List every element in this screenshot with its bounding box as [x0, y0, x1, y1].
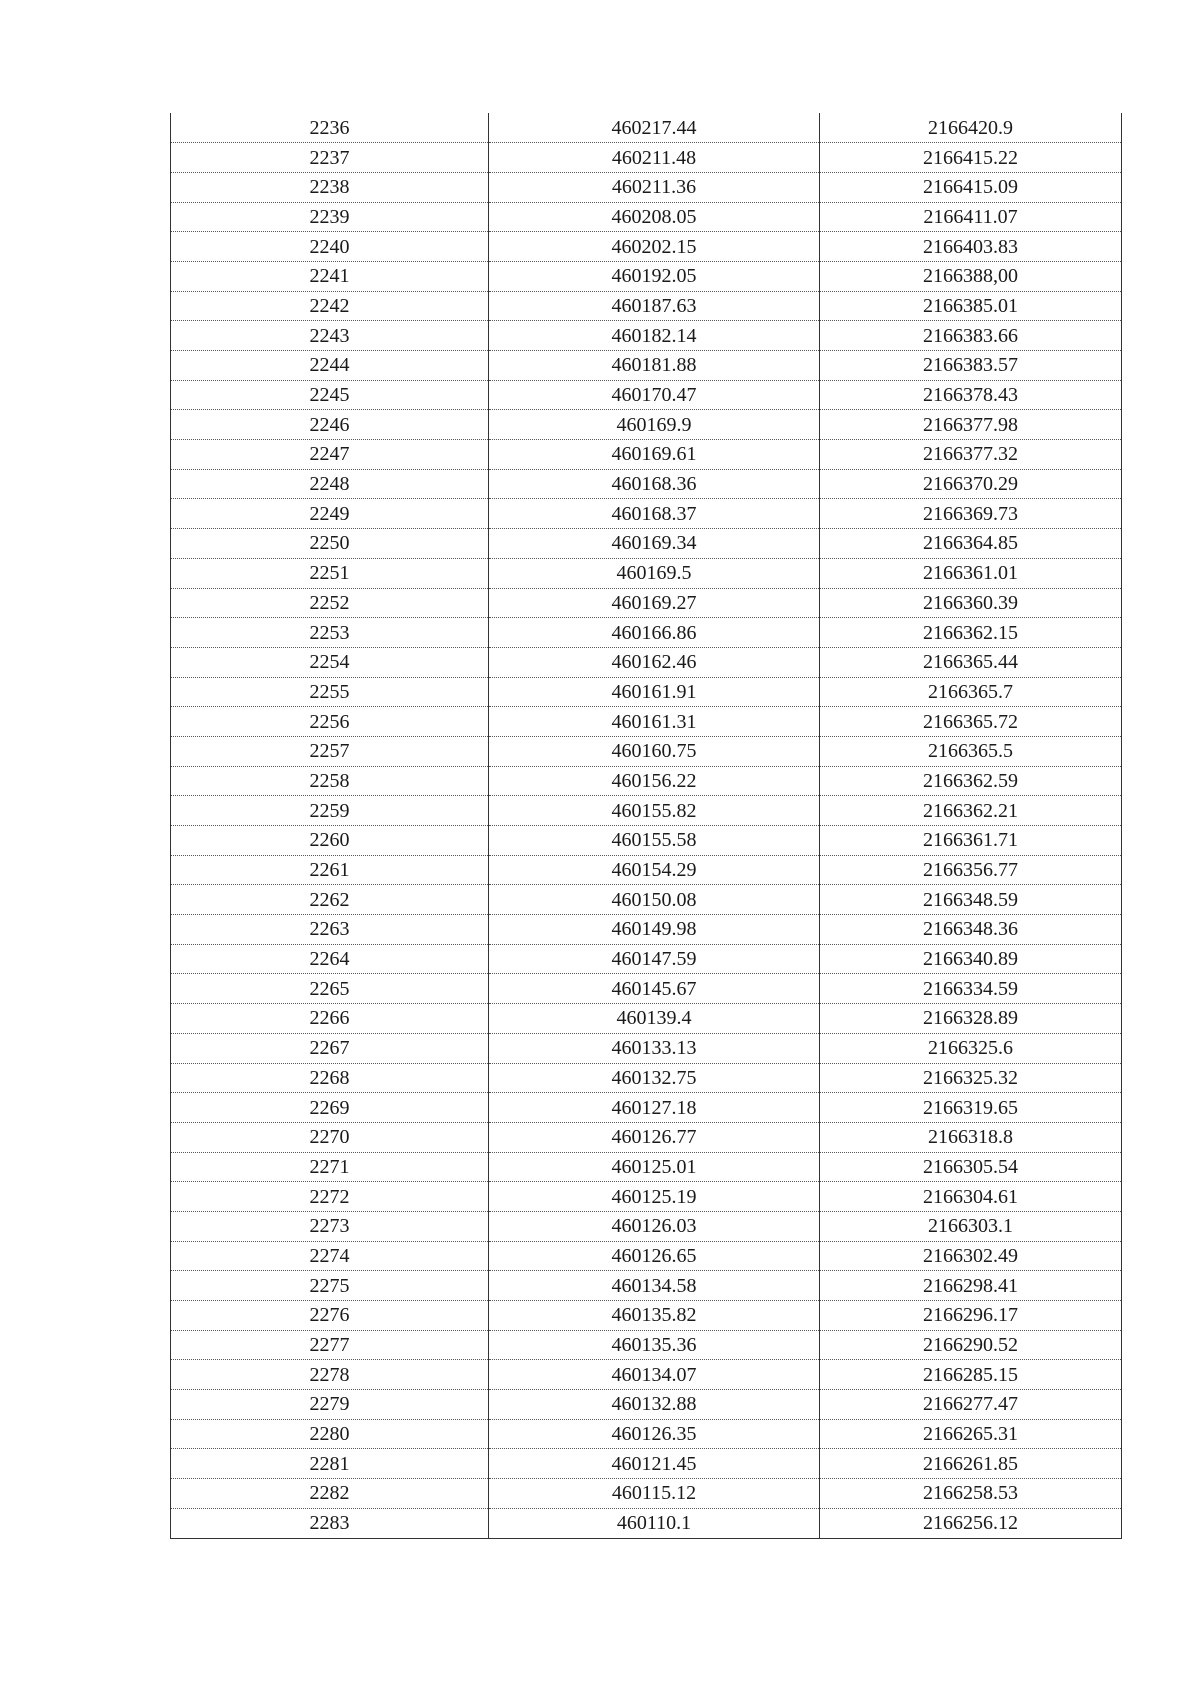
y-coordinate-cell: 2166334.59: [820, 974, 1122, 1004]
point-number-cell: 2270: [171, 1122, 489, 1152]
y-coordinate-cell: 2166302.49: [820, 1241, 1122, 1271]
y-coordinate-cell: 2166304.61: [820, 1182, 1122, 1212]
y-coordinate-cell: 2166365.5: [820, 736, 1122, 766]
y-coordinate-cell: 2166383.57: [820, 351, 1122, 381]
x-coordinate-cell: 460202.15: [489, 232, 820, 262]
table-row: [171, 1449, 1122, 1479]
y-coordinate-cell: 2166361.71: [820, 826, 1122, 856]
table-row: [171, 172, 1122, 202]
y-coordinate-cell: 2166261.85: [820, 1449, 1122, 1479]
table-row: [171, 1004, 1122, 1034]
y-coordinate-cell: 2166362.21: [820, 796, 1122, 826]
point-number-cell: 2254: [171, 647, 489, 677]
table-row: [171, 1419, 1122, 1449]
x-coordinate-cell: 460156.22: [489, 766, 820, 796]
y-coordinate-cell: 2166265.31: [820, 1419, 1122, 1449]
x-coordinate-cell: 460155.82: [489, 796, 820, 826]
x-coordinate-cell: 460192.05: [489, 261, 820, 291]
point-number-cell: 2259: [171, 796, 489, 826]
point-number-cell: 2278: [171, 1360, 489, 1390]
table-row: [171, 618, 1122, 648]
table-row: [171, 380, 1122, 410]
y-coordinate-cell: 2166277.47: [820, 1390, 1122, 1420]
x-coordinate-cell: 460125.01: [489, 1152, 820, 1182]
point-number-cell: 2283: [171, 1508, 489, 1538]
table-row: [171, 915, 1122, 945]
table-row: [171, 707, 1122, 737]
point-number-cell: 2267: [171, 1033, 489, 1063]
x-coordinate-cell: 460169.27: [489, 588, 820, 618]
point-number-cell: 2250: [171, 529, 489, 559]
table-row: [171, 1360, 1122, 1390]
y-coordinate-cell: 2166348.36: [820, 915, 1122, 945]
x-coordinate-cell: 460217.44: [489, 113, 820, 143]
table-row: [171, 1033, 1122, 1063]
point-number-cell: 2239: [171, 202, 489, 232]
point-number-cell: 2255: [171, 677, 489, 707]
point-number-cell: 2260: [171, 826, 489, 856]
table-row: [171, 321, 1122, 351]
y-coordinate-cell: 2166362.59: [820, 766, 1122, 796]
y-coordinate-cell: 2166378.43: [820, 380, 1122, 410]
point-number-cell: 2271: [171, 1152, 489, 1182]
y-coordinate-cell: 2166420.9: [820, 113, 1122, 143]
x-coordinate-cell: 460169.9: [489, 410, 820, 440]
table-row: [171, 944, 1122, 974]
y-coordinate-cell: 2166256.12: [820, 1508, 1122, 1538]
x-coordinate-cell: 460166.86: [489, 618, 820, 648]
y-coordinate-cell: 2166303.1: [820, 1211, 1122, 1241]
x-coordinate-cell: 460125.19: [489, 1182, 820, 1212]
y-coordinate-cell: 2166365.44: [820, 647, 1122, 677]
y-coordinate-cell: 2166362.15: [820, 618, 1122, 648]
y-coordinate-cell: 2166364.85: [820, 529, 1122, 559]
point-number-cell: 2280: [171, 1419, 489, 1449]
x-coordinate-cell: 460126.03: [489, 1211, 820, 1241]
table-row: [171, 440, 1122, 470]
table-row: [171, 1063, 1122, 1093]
x-coordinate-cell: 460154.29: [489, 855, 820, 885]
x-coordinate-cell: 460169.5: [489, 558, 820, 588]
point-number-cell: 2274: [171, 1241, 489, 1271]
y-coordinate-cell: 2166360.39: [820, 588, 1122, 618]
y-coordinate-cell: 2166285.15: [820, 1360, 1122, 1390]
point-number-cell: 2277: [171, 1330, 489, 1360]
table-row: [171, 291, 1122, 321]
x-coordinate-cell: 460145.67: [489, 974, 820, 1004]
table-row: [171, 232, 1122, 262]
y-coordinate-cell: 2166377.32: [820, 440, 1122, 470]
table-row: [171, 1301, 1122, 1331]
table-row: [171, 1271, 1122, 1301]
point-number-cell: 2258: [171, 766, 489, 796]
y-coordinate-cell: 2166298.41: [820, 1271, 1122, 1301]
point-number-cell: 2237: [171, 143, 489, 173]
x-coordinate-cell: 460133.13: [489, 1033, 820, 1063]
point-number-cell: 2263: [171, 915, 489, 945]
y-coordinate-cell: 2166365.7: [820, 677, 1122, 707]
table-row: [171, 588, 1122, 618]
y-coordinate-cell: 2166348.59: [820, 885, 1122, 915]
x-coordinate-cell: 460147.59: [489, 944, 820, 974]
point-number-cell: 2253: [171, 618, 489, 648]
x-coordinate-cell: 460134.07: [489, 1360, 820, 1390]
y-coordinate-cell: 2166318.8: [820, 1122, 1122, 1152]
table-row: [171, 647, 1122, 677]
coordinates-table: [170, 113, 1122, 1539]
y-coordinate-cell: 2166383.66: [820, 321, 1122, 351]
point-number-cell: 2269: [171, 1093, 489, 1123]
x-coordinate-cell: 460211.36: [489, 172, 820, 202]
x-coordinate-cell: 460208.05: [489, 202, 820, 232]
x-coordinate-cell: 460182.14: [489, 321, 820, 351]
point-number-cell: 2251: [171, 558, 489, 588]
y-coordinate-cell: 2166361.01: [820, 558, 1122, 588]
y-coordinate-cell: 2166325.6: [820, 1033, 1122, 1063]
x-coordinate-cell: 460135.36: [489, 1330, 820, 1360]
point-number-cell: 2244: [171, 351, 489, 381]
x-coordinate-cell: 460168.37: [489, 499, 820, 529]
table-row: [171, 351, 1122, 381]
table-row: [171, 113, 1122, 143]
point-number-cell: 2275: [171, 1271, 489, 1301]
table-row: [171, 558, 1122, 588]
table-row: [171, 974, 1122, 1004]
x-coordinate-cell: 460181.88: [489, 351, 820, 381]
table-row: [171, 261, 1122, 291]
y-coordinate-cell: 2166296.17: [820, 1301, 1122, 1331]
x-coordinate-cell: 460160.75: [489, 736, 820, 766]
x-coordinate-cell: 460170.47: [489, 380, 820, 410]
y-coordinate-cell: 2166319.65: [820, 1093, 1122, 1123]
table-row: [171, 855, 1122, 885]
x-coordinate-cell: 460134.58: [489, 1271, 820, 1301]
x-coordinate-cell: 460150.08: [489, 885, 820, 915]
table-row: [171, 202, 1122, 232]
point-number-cell: 2257: [171, 736, 489, 766]
x-coordinate-cell: 460211.48: [489, 143, 820, 173]
point-number-cell: 2265: [171, 974, 489, 1004]
table-row: [171, 677, 1122, 707]
point-number-cell: 2272: [171, 1182, 489, 1212]
point-number-cell: 2238: [171, 172, 489, 202]
point-number-cell: 2256: [171, 707, 489, 737]
table-row: [171, 826, 1122, 856]
x-coordinate-cell: 460168.36: [489, 469, 820, 499]
point-number-cell: 2240: [171, 232, 489, 262]
x-coordinate-cell: 460126.35: [489, 1419, 820, 1449]
point-number-cell: 2247: [171, 440, 489, 470]
x-coordinate-cell: 460132.88: [489, 1390, 820, 1420]
table-row: [171, 1211, 1122, 1241]
point-number-cell: 2264: [171, 944, 489, 974]
x-coordinate-cell: 460132.75: [489, 1063, 820, 1093]
point-number-cell: 2279: [171, 1390, 489, 1420]
point-number-cell: 2282: [171, 1479, 489, 1509]
table-row: [171, 469, 1122, 499]
table-row: [171, 1182, 1122, 1212]
point-number-cell: 2243: [171, 321, 489, 351]
table-row: [171, 1122, 1122, 1152]
y-coordinate-cell: 2166328.89: [820, 1004, 1122, 1034]
table-row: [171, 1330, 1122, 1360]
point-number-cell: 2246: [171, 410, 489, 440]
y-coordinate-cell: 2166325.32: [820, 1063, 1122, 1093]
y-coordinate-cell: 2166411.07: [820, 202, 1122, 232]
table-row: [171, 1241, 1122, 1271]
point-number-cell: 2281: [171, 1449, 489, 1479]
y-coordinate-cell: 2166340.89: [820, 944, 1122, 974]
x-coordinate-cell: 460161.91: [489, 677, 820, 707]
table-row: [171, 529, 1122, 559]
point-number-cell: 2242: [171, 291, 489, 321]
table-row: [171, 1479, 1122, 1509]
x-coordinate-cell: 460161.31: [489, 707, 820, 737]
x-coordinate-cell: 460135.82: [489, 1301, 820, 1331]
coordinates-table-body: [171, 113, 1122, 1538]
y-coordinate-cell: 2166377.98: [820, 410, 1122, 440]
x-coordinate-cell: 460155.58: [489, 826, 820, 856]
table-row: [171, 736, 1122, 766]
table-row: [171, 885, 1122, 915]
x-coordinate-cell: 460127.18: [489, 1093, 820, 1123]
table-row: [171, 143, 1122, 173]
point-number-cell: 2276: [171, 1301, 489, 1331]
y-coordinate-cell: 2166305.54: [820, 1152, 1122, 1182]
table-row: [171, 1152, 1122, 1182]
y-coordinate-cell: 2166369.73: [820, 499, 1122, 529]
table-row: [171, 1508, 1122, 1538]
point-number-cell: 2266: [171, 1004, 489, 1034]
point-number-cell: 2249: [171, 499, 489, 529]
table-row: [171, 410, 1122, 440]
table-row: [171, 1093, 1122, 1123]
point-number-cell: 2252: [171, 588, 489, 618]
y-coordinate-cell: 2166388,00: [820, 261, 1122, 291]
point-number-cell: 2241: [171, 261, 489, 291]
point-number-cell: 2248: [171, 469, 489, 499]
point-number-cell: 2236: [171, 113, 489, 143]
table-row: [171, 499, 1122, 529]
table-row: [171, 1390, 1122, 1420]
table-row: [171, 796, 1122, 826]
x-coordinate-cell: 460149.98: [489, 915, 820, 945]
y-coordinate-cell: 2166385.01: [820, 291, 1122, 321]
point-number-cell: 2268: [171, 1063, 489, 1093]
x-coordinate-cell: 460126.77: [489, 1122, 820, 1152]
y-coordinate-cell: 2166415.09: [820, 172, 1122, 202]
y-coordinate-cell: 2166290.52: [820, 1330, 1122, 1360]
y-coordinate-cell: 2166370.29: [820, 469, 1122, 499]
x-coordinate-cell: 460121.45: [489, 1449, 820, 1479]
y-coordinate-cell: 2166365.72: [820, 707, 1122, 737]
x-coordinate-cell: 460162.46: [489, 647, 820, 677]
x-coordinate-cell: 460139.4: [489, 1004, 820, 1034]
point-number-cell: 2262: [171, 885, 489, 915]
y-coordinate-cell: 2166356.77: [820, 855, 1122, 885]
table-row: [171, 766, 1122, 796]
point-number-cell: 2245: [171, 380, 489, 410]
point-number-cell: 2273: [171, 1211, 489, 1241]
point-number-cell: 2261: [171, 855, 489, 885]
x-coordinate-cell: 460187.63: [489, 291, 820, 321]
y-coordinate-cell: 2166258.53: [820, 1479, 1122, 1509]
x-coordinate-cell: 460169.61: [489, 440, 820, 470]
y-coordinate-cell: 2166415.22: [820, 143, 1122, 173]
x-coordinate-cell: 460126.65: [489, 1241, 820, 1271]
x-coordinate-cell: 460169.34: [489, 529, 820, 559]
y-coordinate-cell: 2166403.83: [820, 232, 1122, 262]
x-coordinate-cell: 460110.1: [489, 1508, 820, 1538]
x-coordinate-cell: 460115.12: [489, 1479, 820, 1509]
